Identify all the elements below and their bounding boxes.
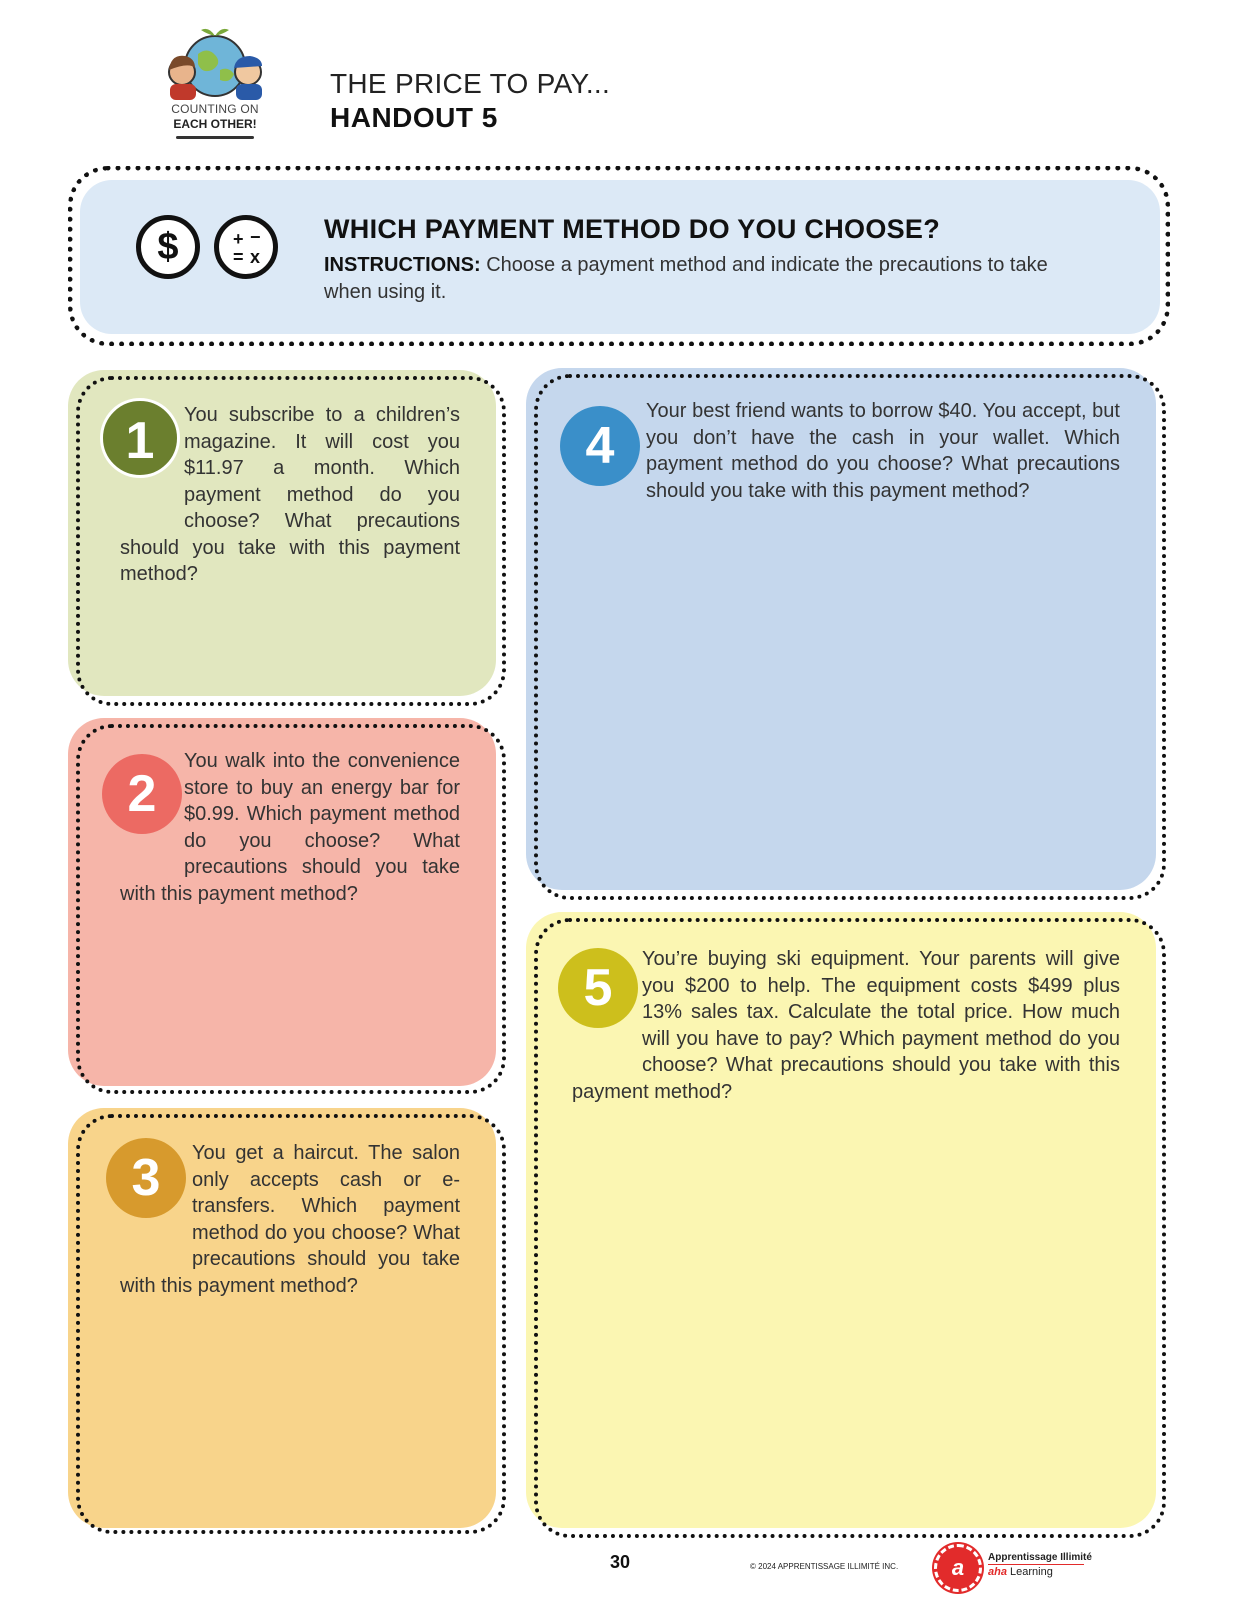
brand-name: Apprentissage Illimité	[988, 1552, 1092, 1563]
brand-tagline	[988, 1566, 1053, 1578]
question-number-badge-2: 2	[102, 754, 182, 834]
logo-underline	[176, 136, 254, 139]
math-operations-icon: + − = x	[214, 215, 278, 279]
brand-aha: aha	[988, 1566, 1007, 1578]
aha-learning-logo-icon: a	[934, 1544, 982, 1592]
globe-kids-icon	[158, 24, 272, 102]
copyright-notice: © 2024 APPRENTISSAGE ILLIMITÉ INC.	[750, 1562, 899, 1571]
question-number-badge-5: 5	[558, 948, 638, 1028]
question-2-text: You walk into the convenience store to buy an energy bar for $0.99. Which payment method do you choose? What precautions should you take with this payment method?	[120, 750, 460, 905]
pre-title: THE PRICE TO PAY...	[330, 68, 611, 99]
question-3-text: You get a haircut. The salon only accepts cash or e-transfers. Which payment method do you choose? What precautions should you take with this payment method?	[120, 1142, 460, 1297]
dollar-icon: $	[136, 215, 200, 279]
brand-learning: Learning	[1010, 1566, 1053, 1578]
counting-on-each-other-logo	[150, 24, 280, 144]
banner-instructions	[324, 252, 1094, 306]
instructions-label: INSTRUCTIONS:	[324, 254, 481, 276]
question-number-badge-3: 3	[106, 1138, 186, 1218]
instructions-text: Choose a payment method and indicate the precautions to take when using it.	[324, 254, 1048, 303]
page-number: 30	[609, 1552, 631, 1572]
handout-title: HANDOUT 5	[330, 102, 498, 133]
question-1-text: You subscribe to a children’s magazine. It will cost you $11.97 a month. Which payment method do you choose? What precautions should you take with this payment method?	[120, 404, 460, 585]
question-4-text: Your best friend wants to borrow $40. You accept, but you don’t have the cash in your wallet. Which payment method do you choose? What precautions should you take with this payment method?	[646, 400, 1120, 502]
question-number-badge-1: 1	[100, 398, 180, 478]
brand-divider	[988, 1564, 1084, 1565]
question-number-badge-4: 4	[560, 406, 640, 486]
logo-text-line2: EACH OTHER!	[173, 117, 257, 131]
banner-title: WHICH PAYMENT METHOD DO YOU CHOOSE?	[324, 214, 941, 244]
logo-text-line1: COUNTING ON	[171, 102, 259, 116]
question-5-text: You’re buying ski equipment. Your parents will give you $200 to help. The equipment costs $499 plus 13% sales tax. Calculate the total price. How much will you have to pay? Which payment method do you choose? What precautions should you take with this payment method?	[572, 948, 1120, 1103]
